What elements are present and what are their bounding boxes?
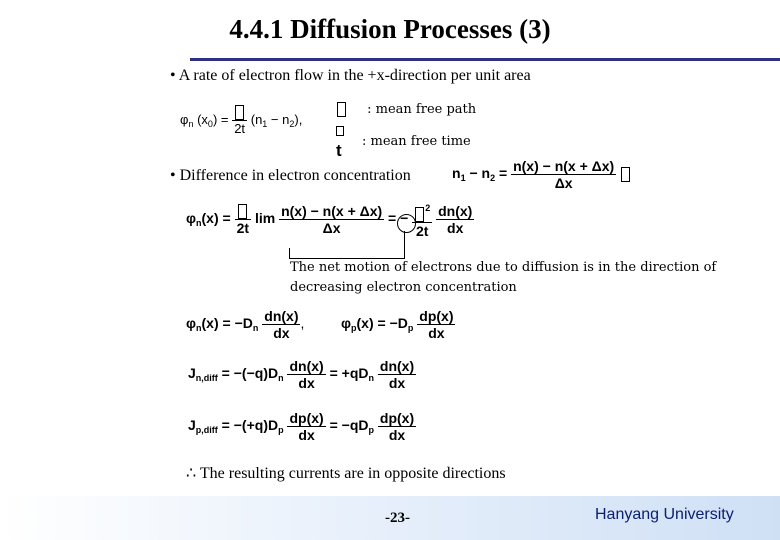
equation-phi-definition: $\varphi_n$ $(x_0)$ = 2t $(n_1 - n_2)$, [180,104,302,137]
page-title: 4.4.1 Diffusion Processes (3) [229,14,551,44]
conclusion-text: ∴ The resulting currents are in opposite directions [186,465,506,482]
equation-n-difference: $n_1 - n_2$ = $\frac{n(x) - n(x + \Delta x)}{\Delta x}$ [452,158,631,191]
title-underline [190,58,780,61]
bullet-rate: • A rate of electron flow in the +x-direction per unit area [170,67,531,84]
diffusion-note: The net motion of electrons due to diffusion is in the direction of decreasing electron concentration [290,260,717,295]
glossary-t-text: : mean free time [362,134,471,149]
equation-jp-diffusion: $J_{p,diff} = -(+q)D_p$ $\frac{dp(x)}{dx}$ = $-qD_p$ $\frac{dp(x)}{dx}$ [188,410,415,443]
equation-phi-p: $\varphi_p(x) = -D_p$ $\frac{dp(x)}{dx}$ [341,308,454,341]
equation-jn-diffusion: $J_{n,diff} = -(-q)D_n$ $\frac{dn(x)}{dx}$ = $+qD_n$ $\frac{dn(x)}{dx}$ [188,358,415,391]
lambda-glyph-icon [337,102,346,117]
page-number: -23- [385,510,410,526]
equation-phi-n: $\varphi_n(x) = -D_n$ $\frac{dn(x)}{dx}$ , [186,308,305,341]
equation-phi-limit: $\varphi_n(x)$ = 2t lim $\frac{n(x) - n(x + \Delta x)}{\Delta x}$ = − $\frac{^2}{2t}$ $\frac{dn(x)}{dx}$ [186,200,474,239]
minus-sign-highlight-circle [397,214,416,233]
missing-glyph-icon [235,105,244,120]
missing-glyph-icon [621,167,630,182]
university-name: Hanyang University [595,506,734,523]
bullet-difference: • Difference in electron concentration [170,167,411,184]
glossary-lambda: : mean free path [336,102,476,117]
connector-line [404,231,405,259]
glossary-mean-time: t [336,126,344,161]
